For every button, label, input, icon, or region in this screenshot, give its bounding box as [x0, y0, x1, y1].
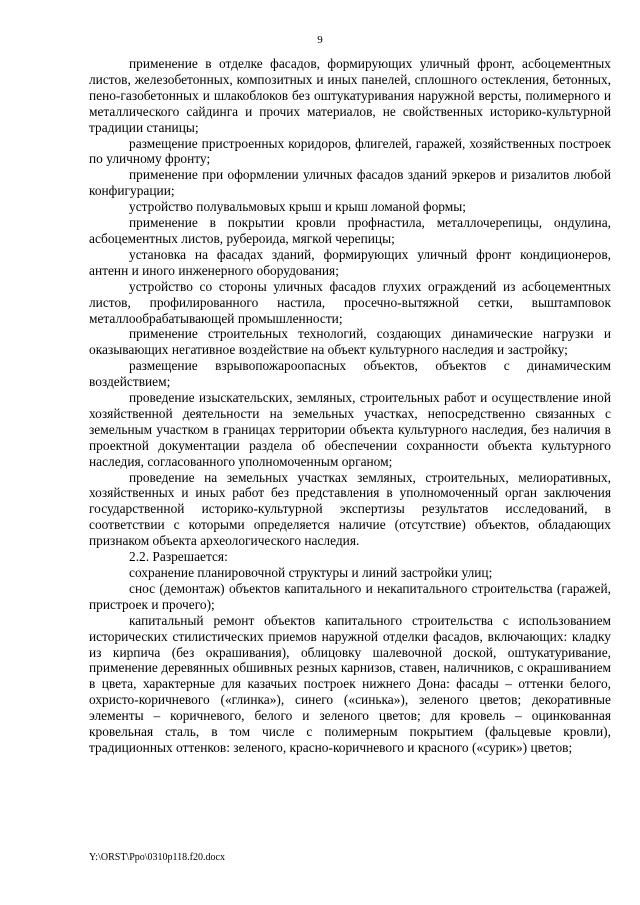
paragraph-permitted-planning: сохранение планировочной структуры и линий застройки улиц; — [129, 565, 493, 580]
paragraph-prohibition-equipment: установка на фасадах зданий, формирующих уличный фронт кондиционеров, антенн и иного инженерного оборудования; — [89, 246, 611, 278]
paragraph-prohibition-bay-windows: применение при оформлении уличных фасадов зданий эркеров и ризалитов любой конфигурации; — [89, 167, 611, 199]
paragraph-prohibition-fences: устройство со стороны уличных фасадов глухих ограждений из асбоцементных листов, профилированного настила, просечно-вытяжной сетки, выштамповок металлообрабатывающей промышленности; — [89, 278, 611, 326]
document-body — [89, 56, 611, 756]
paragraph-prohibition-earthworks: проведение на земельных участках земляных, строительных, мелиоративных, хозяйственных и иных работ без представления в уполномоченный орган заключения государственной историко-культурной экспертизы результатов исследований, в соответствии с которыми определяется наличие (отсутствие) объектов, обладающих признаком объекта археологического наследия. — [89, 469, 611, 549]
paragraph-prohibition-roof-shapes: устройство полувальмовых крыш и крыш ломаной формы; — [129, 199, 466, 215]
paragraph-prohibition-annexes: размещение пристроенных коридоров, флигелей, гаражей, хозяйственных построек по уличному фронту; — [89, 135, 611, 167]
paragraph-prohibition-survey-works: проведение изыскательских, земляных, строительных работ и осуществление иной хозяйственной деятельности на земельных участках, непосредственно связанных с земельным участком в границах территории объекта культурного наследия, без наличия в проектной документации раздела об обеспечении сохранности объекта культурного наследия, согласованного уполномоченным органом; — [89, 390, 611, 469]
paragraph-prohibition-hazardous-objects: размещение взрывопожароопасных объектов, объектов с динамическим воздействием; — [89, 358, 611, 390]
footer-file-path: Y:\ORST\Ppo\0310p118.f20.docx — [89, 852, 225, 863]
paragraph-prohibition-facade-materials: применение в отделке фасадов, формирующих уличный фронт, асбоцементных листов, железобетонных, композитных и иных панелей, сплошного остекления, бетонных, пено-газобетонных и шлакоблоков без оштукатуривания наружной версты, полимерного и металлического сайдинга и прочих материалов, не свойственных историко-культурной традиции станицы; — [89, 56, 611, 135]
paragraph-permitted-repair: капитальный ремонт объектов капитального строительства с использованием исторических стилистических приемов наружной отделки фасадов, включающих: кладку из кирпича (без окрашивания), облицовку шалевочной доской, оштукатуривание, применение деревянных обшивных резных карнизов, ставен, наличников, с окрашиванием в цвета, характерные для казачьих построек нижнего Дона: фасады – оттенки белого, охристо-коричневого («глинка»), синего («синька»), зеленого цветов; декоративные элементы – коричневого, белого и зеленого цветов; для кровель – оцинкованная кровельная сталь, в том числе с полимерным покрытием (фальцевые кровли), традиционных оттенков: зеленого, красно-коричневого и красного («сурик») цветов; — [89, 612, 611, 755]
section-heading-permitted: 2.2. Разрешается: — [129, 549, 228, 565]
paragraph-prohibition-dynamic-loads: применение строительных технологий, создающих динамические нагрузки и оказывающих негативное воздействие на объект культурного наследия и застройку; — [89, 326, 611, 358]
paragraph-permitted-demolition: снос (демонтаж) объектов капитального и некапитального строительства (гаражей, пристроек и прочего); — [89, 580, 611, 612]
paragraph-prohibition-roof-materials: применение в покрытии кровли профнастила, металлочерепицы, ондулина, асбоцементных листов, рубероида, мягкой черепицы; — [89, 215, 611, 246]
page-number: 9 — [317, 34, 323, 46]
